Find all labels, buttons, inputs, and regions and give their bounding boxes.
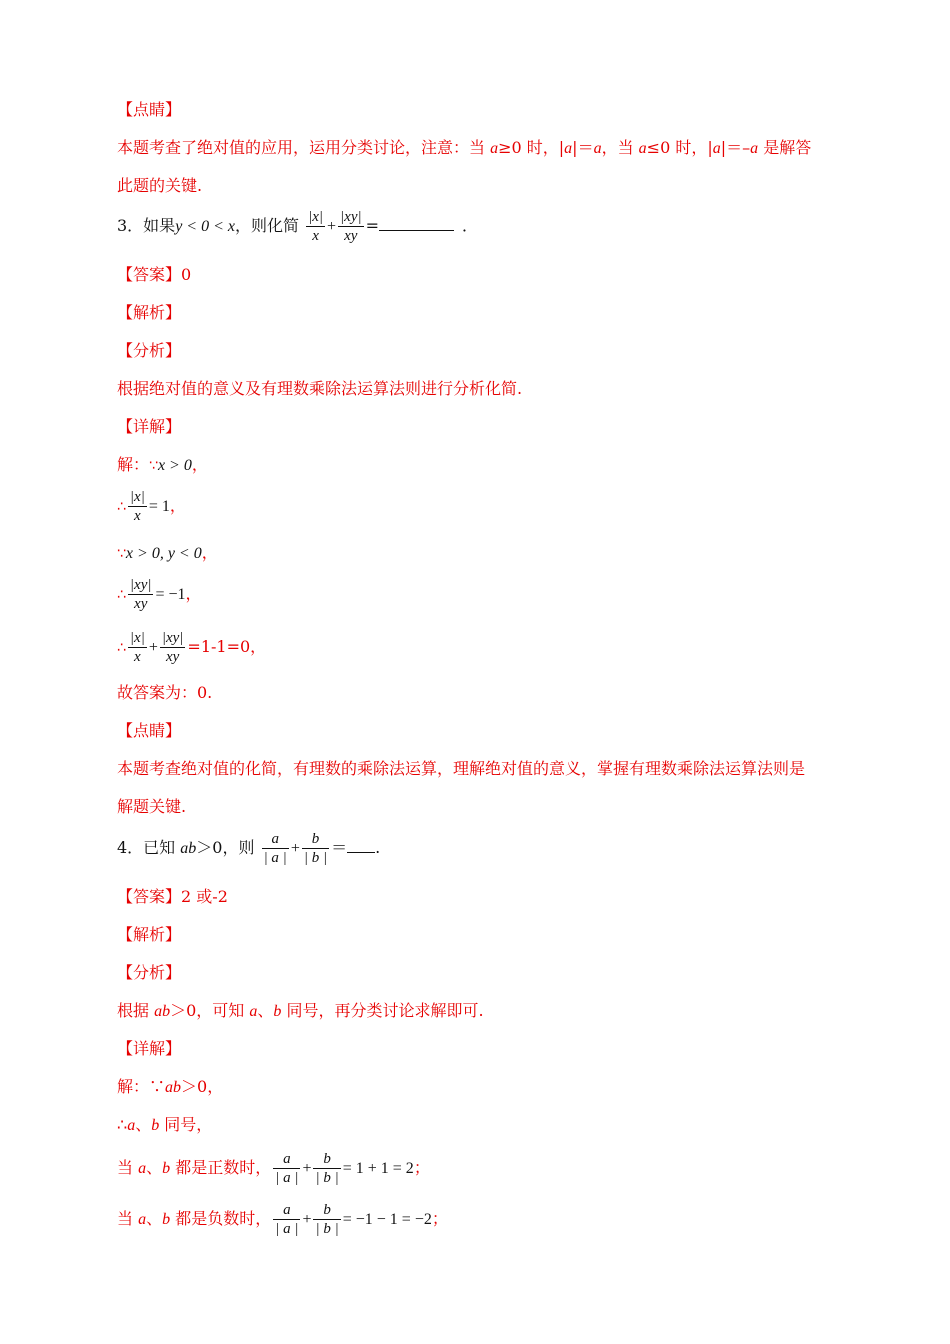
q4-step1: 解：∵ab＞0， — [117, 1077, 224, 1096]
q2-point-line2: 此题的关键. — [117, 176, 203, 195]
q4-question: 4．已知 ab＞0，则 $\frac{a}{| a |}$ + $\frac{b}{| b |}$ ＝ . — [117, 831, 381, 866]
q3-step1: 解：∵x > 0， — [117, 455, 208, 474]
q3-conclusion: 故答案为：0. — [117, 683, 213, 702]
q3-tag-dianjing: 【点睛】 — [117, 721, 182, 740]
q4-tag-xiangjie: 【详解】 — [117, 1039, 182, 1058]
q2-point-line1: 本题考查了绝对值的应用，运用分类讨论，注意：当 a≥0 时，|a|＝a，当 a≤0 时，|a|＝–a 是解答 — [117, 138, 812, 157]
q3-step4: ∴ $\frac{|xy|}{xy}$ = −1， — [117, 577, 202, 612]
q4-step2: ∴a、b 同号， — [117, 1115, 213, 1134]
q4-answer-blank — [347, 852, 375, 853]
q4-case-negative: 当 a、b 都是负数时， $\frac{a}{| a |}$ + $\frac{b}{| b |}$ = −1 − 1 = −2； — [117, 1202, 448, 1237]
q4-analysis: 根据 ab＞0，可知 a、b 同号，再分类讨论求解即可. — [117, 1001, 484, 1020]
q3-analysis: 根据绝对值的意义及有理数乘除法运算法则进行分析化简. — [117, 379, 523, 398]
q3-answer-blank — [379, 230, 454, 231]
q3-step3: ∵x > 0, y < 0， — [117, 543, 218, 562]
q4-tag-jiexi: 【解析】 — [117, 925, 182, 944]
q4-tag-fenxi: 【分析】 — [117, 963, 182, 982]
q3-step5: ∴ $\frac{|x|}{x}$ + $\frac{|xy|}{xy}$ =1-1=0， — [117, 630, 267, 665]
q3-point-line1: 本题考查绝对值的化简，有理数的乘除法运算，理解绝对值的意义，掌握有理数乘除法运算法则是 — [117, 759, 806, 778]
q3-answer: 【答案】0 — [117, 265, 192, 284]
q3-tag-xiangjie: 【详解】 — [117, 417, 182, 436]
section-tag-dianjing: 【点睛】 — [117, 100, 182, 119]
q3-tag-fenxi: 【分析】 — [117, 341, 182, 360]
q3-tag-jiexi: 【解析】 — [117, 303, 182, 322]
q3-point-line2: 解题关键. — [117, 797, 187, 816]
q3-step2: ∴ $\frac{|x|}{x}$ = 1， — [117, 489, 186, 524]
q3-question: 3．如果y < 0 < x，则化简 $\frac{|x|}{x}$ + $\frac{|xy|}{xy}$ = ． — [117, 209, 479, 244]
q4-case-positive: 当 a、b 都是正数时， $\frac{a}{| a |}$ + $\frac{b}{| b |}$ = 1 + 1 = 2； — [117, 1151, 430, 1186]
q4-answer: 【答案】2 或-2 — [117, 887, 228, 906]
